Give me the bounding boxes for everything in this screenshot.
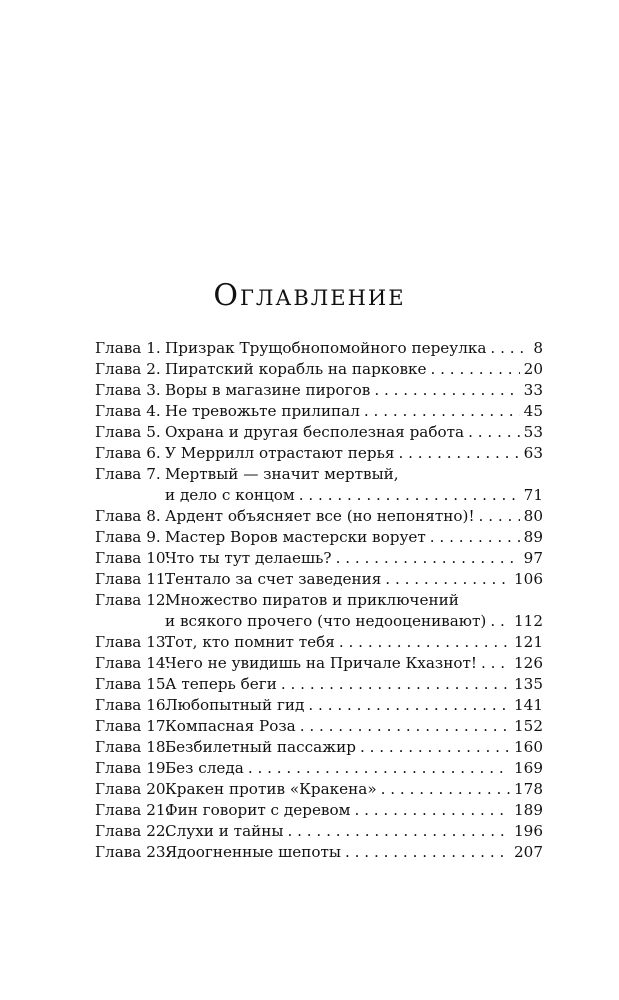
toc-entry[interactable] — [95, 779, 543, 800]
chapter-title: Компасная Роза — [165, 717, 296, 735]
toc-entry-line — [95, 527, 543, 548]
chapter-title: Безбилетный пассажир — [165, 738, 356, 756]
chapter-number: Глава 20. — [95, 780, 171, 798]
toc-entry-line — [95, 611, 543, 632]
page-number: 178 — [514, 780, 543, 798]
page-number: 196 — [514, 822, 543, 840]
toc-entry-line — [95, 380, 543, 401]
toc-entry[interactable] — [95, 800, 543, 821]
chapter-number: Глава 23. — [95, 843, 171, 861]
toc-entry-line — [95, 653, 543, 674]
toc-entry-line — [95, 569, 543, 590]
dot-leader — [430, 527, 520, 548]
chapter-number: Глава 18. — [95, 738, 171, 756]
dot-leader — [490, 611, 510, 632]
dot-leader — [308, 695, 510, 716]
page-number: 152 — [514, 717, 543, 735]
toc-entry-line — [95, 464, 543, 485]
dot-leader — [490, 338, 529, 359]
page-number: 89 — [523, 528, 543, 546]
toc-entry[interactable] — [95, 569, 543, 590]
chapter-title: Воры в магазине пирогов — [165, 381, 371, 399]
page-number: 97 — [523, 549, 543, 567]
chapter-number: Глава 12. — [95, 591, 171, 609]
toc-entry[interactable] — [95, 716, 543, 737]
chapter-number: Глава 13. — [95, 633, 171, 651]
dot-leader — [468, 422, 520, 443]
toc-entry-line — [95, 674, 543, 695]
chapter-title: Ардент объясняет все (но непонятно)! — [165, 507, 475, 525]
toc-entry-line — [95, 401, 543, 422]
toc-entry-line — [95, 779, 543, 800]
dot-leader — [364, 401, 520, 422]
chapter-number: Глава 2. — [95, 360, 161, 378]
chapter-title: Не тревожьте прилипал — [165, 402, 360, 420]
dot-leader — [381, 779, 510, 800]
toc-entry-line — [95, 695, 543, 716]
page-number: 121 — [514, 633, 543, 651]
chapter-title: Тот, кто помнит тебя — [165, 633, 335, 651]
chapter-number: Глава 7. — [95, 465, 161, 483]
page-number: 169 — [514, 759, 543, 777]
dot-leader — [398, 443, 519, 464]
toc-entry[interactable] — [95, 338, 543, 359]
chapter-number: Глава 17. — [95, 717, 171, 735]
toc-entry[interactable] — [95, 401, 543, 422]
dot-leader — [336, 548, 520, 569]
chapter-title: Ядоогненные шепоты — [165, 843, 341, 861]
toc-entry[interactable] — [95, 821, 543, 842]
toc-entry-line — [95, 821, 543, 842]
toc-entry-line — [95, 422, 543, 443]
toc-entry-line — [95, 485, 543, 506]
chapter-number: Глава 4. — [95, 402, 161, 420]
page-number: 112 — [514, 612, 543, 630]
dot-leader — [300, 716, 510, 737]
toc-entry[interactable] — [95, 695, 543, 716]
page-number: 207 — [514, 843, 543, 861]
page-number: 106 — [514, 570, 543, 588]
toc-entry[interactable] — [95, 422, 543, 443]
toc-entry[interactable] — [95, 359, 543, 380]
chapter-title: Охрана и другая бесполезная работа — [165, 423, 465, 441]
page-number: 160 — [514, 738, 543, 756]
chapter-title: Призрак Трущобнопомойного переулка — [165, 339, 487, 357]
toc-entry-line — [95, 548, 543, 569]
dot-leader — [431, 359, 520, 380]
page-number: 45 — [523, 402, 543, 420]
chapter-title: и всякого прочего (что недооценивают) — [165, 612, 487, 630]
chapter-number: Глава 21. — [95, 801, 171, 819]
chapter-number: Глава 8. — [95, 507, 161, 525]
dot-leader — [374, 380, 519, 401]
page-number: 141 — [514, 696, 543, 714]
toc-entry[interactable] — [95, 464, 543, 506]
chapter-number: Глава 9. — [95, 528, 161, 546]
toc-entry[interactable] — [95, 842, 543, 863]
chapter-number: Глава 5. — [95, 423, 161, 441]
page-number: 33 — [523, 381, 543, 399]
table-of-contents — [95, 338, 543, 863]
toc-entry[interactable] — [95, 653, 543, 674]
toc-entry-line — [95, 800, 543, 821]
chapter-title: Мастер Воров мастерски ворует — [165, 528, 426, 546]
chapter-number: Глава 19. — [95, 759, 171, 777]
dot-leader — [360, 737, 510, 758]
chapter-number: Глава 11. — [95, 570, 171, 588]
chapter-title: Фин говорит с деревом — [165, 801, 351, 819]
chapter-title: Что ты тут делаешь? — [165, 549, 332, 567]
chapter-number: Глава 10. — [95, 549, 171, 567]
chapter-title: Слухи и тайны — [165, 822, 284, 840]
toc-entry-line — [95, 506, 543, 527]
page-number: 189 — [514, 801, 543, 819]
dot-leader — [339, 632, 510, 653]
page-number: 80 — [523, 507, 543, 525]
toc-entry-line — [95, 716, 543, 737]
toc-entry-line — [95, 443, 543, 464]
chapter-number: Глава 22. — [95, 822, 171, 840]
toc-entry-line — [95, 338, 543, 359]
toc-entry[interactable] — [95, 590, 543, 632]
dot-leader — [248, 758, 510, 779]
dot-leader — [385, 569, 510, 590]
toc-entry[interactable] — [95, 737, 543, 758]
dot-leader — [345, 842, 510, 863]
toc-entry-line — [95, 359, 543, 380]
dot-leader — [281, 674, 510, 695]
page-number: 71 — [523, 486, 543, 504]
chapter-title: Множество пиратов и приключений — [165, 591, 459, 609]
toc-entry-line — [95, 842, 543, 863]
toc-entry[interactable] — [95, 548, 543, 569]
dot-leader — [479, 506, 520, 527]
toc-entry-line — [95, 632, 543, 653]
dot-leader — [299, 485, 520, 506]
chapter-title: Любопытный гид — [165, 696, 305, 714]
chapter-number: Глава 3. — [95, 381, 161, 399]
toc-entry-line — [95, 737, 543, 758]
toc-entry[interactable] — [95, 506, 543, 527]
page-number: 53 — [523, 423, 543, 441]
toc-entry[interactable] — [95, 674, 543, 695]
dot-leader — [481, 653, 510, 674]
page-number: 126 — [514, 654, 543, 672]
page-number: 135 — [514, 675, 543, 693]
chapter-number: Глава 16. — [95, 696, 171, 714]
dot-leader — [287, 821, 510, 842]
toc-entry-line — [95, 758, 543, 779]
page-title: Оглавление — [213, 278, 406, 313]
chapter-title: У Меррилл отрастают перья — [165, 444, 395, 462]
toc-entry[interactable] — [95, 443, 543, 464]
chapter-title: Мертвый — значит мертвый, — [165, 465, 399, 483]
chapter-title: Тентало за счет заведения — [165, 570, 382, 588]
chapter-number: Глава 15. — [95, 675, 171, 693]
chapter-title: А теперь беги — [165, 675, 277, 693]
chapter-title: Без следа — [165, 759, 244, 777]
chapter-title: и дело с концом — [165, 486, 295, 504]
toc-entry[interactable] — [95, 527, 543, 548]
chapter-number: Глава 6. — [95, 444, 161, 462]
toc-entry[interactable] — [95, 632, 543, 653]
chapter-title: Пиратский корабль на парковке — [165, 360, 427, 378]
toc-entry[interactable] — [95, 758, 543, 779]
chapter-title: Кракен против «Кракена» — [165, 780, 377, 798]
chapter-title: Чего не увидишь на Причале Кхазнот! — [165, 654, 477, 672]
page-number: 20 — [523, 360, 543, 378]
chapter-number: Глава 14. — [95, 654, 171, 672]
page-number: 8 — [533, 339, 543, 357]
chapter-number: Глава 1. — [95, 339, 161, 357]
dot-leader — [354, 800, 510, 821]
page-number: 63 — [523, 444, 543, 462]
toc-entry-line — [95, 590, 543, 611]
toc-entry[interactable] — [95, 380, 543, 401]
